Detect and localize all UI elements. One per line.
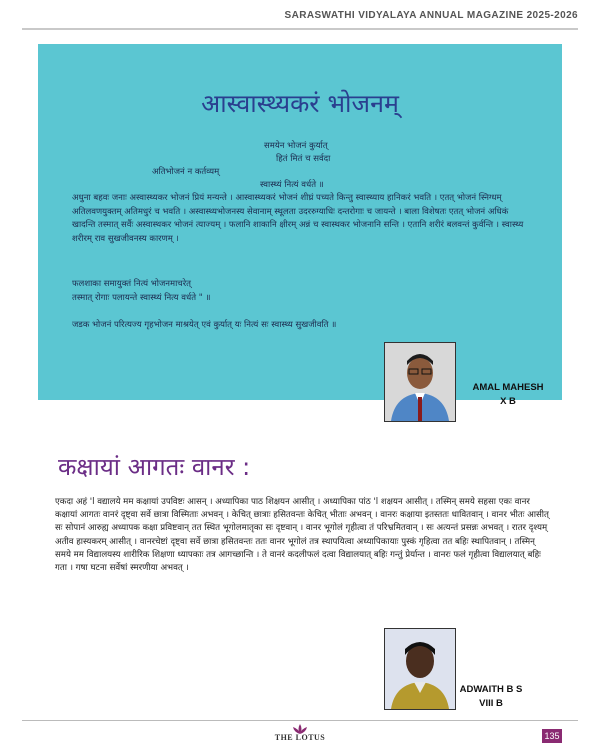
magazine-name: THE LOTUS	[274, 733, 326, 742]
verse-line: फलशाका समायुक्तं नित्यं भोजनमाचरेत्	[72, 279, 192, 289]
verse-line: समयेन भोजनं कुर्यात्	[264, 141, 328, 151]
portrait-image	[385, 343, 455, 421]
verse-line: तस्मात् रोगाः पलायन्ते स्वास्थ्यं नित्य वर्धते " ॥	[72, 293, 211, 303]
author-photo-amal	[384, 342, 456, 422]
footer-divider	[22, 720, 578, 721]
article1-closing: जडक भोजनं परित्यज्य गृहभोजन माश्रयेत् एवं कुर्यात् यः नित्यं सः स्वास्थ्य सुखजीवति ॥	[72, 320, 337, 330]
article2-title: कक्षायां आगतः वानर :	[58, 453, 251, 481]
author-photo-adwaith	[384, 628, 456, 710]
page-number-badge: 135	[542, 729, 562, 743]
header-divider	[22, 28, 578, 30]
article2-body: एकदा अहं 'l वद्यालये मम कक्षायां उपविष्टः आसन् । अध्यापिका पाठ शिक्षयन आसीत् । अध्यापिका पांठ 'l शक्षयन आसीत् । तस्मिन् समये सहसा एकः वानर कक्षायां आगतः वानरं दृष्ट्वा सर्वे छात्रा विस्मिताः अभवन् । केचित् छात्राः हसितवन्तः केचित् भीताः अभवन् । वानरः कक्षाया इतस्ततः धावितवान् । वानर भीतः आसीत् सः सोपानं आरुह्य अध्यापक कक्षा प्रविष्टवान् तत स्थित भूगोलमातृका सः दृष्टवान् । वानर भूगोलं गृहीत्वा तं परिभ्रमितवान् । सः अत्यन्तं प्रसन्नः अभवत् । रातर दृश्यम् अतीव हास्यकरम् आसीत् । वानरचेष्टां दृष्ट्वा सर्वे छात्रा हसितवन्तः ततः वानर भूगोलं तत्र स्थापयित्वा अध्यापिकायाः पुस्कं गृहित्वा तत बहिः स्थापितवान् । तस्मिन् समये मम विद्यालयस्य शारीरिक शिक्षणा ध्यापकाः तत्र आगच्छान्ति । ते वानरं कदलीफलं दत्वा विद्यालयात् बहिः गन्तुं प्रेर्यान्त । वानरः फलं गृहीत्वा विद्यालयात् बहिः गता । गषा घटना सर्वेषां स्मरणीया अभवत् ।	[55, 497, 549, 574]
verse-line: स्वास्थ्यं नित्यं वर्धते ॥	[260, 180, 324, 190]
author-name: ADWAITH B S	[459, 684, 523, 695]
article1-title: आस्वास्थ्यकरं भोजनम्	[201, 89, 399, 118]
article1-panel	[38, 44, 562, 407]
verse-line: अतिभोजनं न कर्तव्यम्	[152, 167, 220, 177]
portrait-image	[385, 629, 455, 709]
page-header	[0, 0, 600, 34]
author-class: VIII B	[479, 698, 503, 709]
magazine-title: SARASWATHI VIDYALAYA ANNUAL MAGAZINE 2025-2026	[284, 10, 578, 21]
author-class: X B	[500, 396, 516, 407]
verse-line: हितं मितं च सर्वदा	[276, 154, 331, 164]
author-name: AMAL MAHESH	[472, 382, 544, 393]
article1-paragraph: अधुना बहवः जनाः अस्वास्थ्यकर भोजनं प्रियं मन्यन्ते । आस्वास्थ्यकरं भोजनं शीघ्रं पच्यते किन्तु स्वास्थ्याय हानिकरं भवति । एतत् भोजनं स्निग्धम् अतिलवणयुक्तम् अतिमधुरं च भवति । अस्वास्थ्यभोजनस्य सेवानाम् स्थूलता उदररुग्याधिः दन्तरोगाः च जायन्ते । बाला विशेषतः एतत् भोजनं अधिकं खादन्ति तस्मात् सर्वैः अस्वास्थकर भोजनं त्याज्यम् । फलानि शाकानि क्षीरम् अन्नं च स्वास्थकर भोजनानि सन्ति । एतानि शरीरं बलवन्तं कुर्वन्ति । स्वास्थ्य शरीरम् राव सुखजीवनस्य कारणम् ।	[72, 193, 524, 244]
